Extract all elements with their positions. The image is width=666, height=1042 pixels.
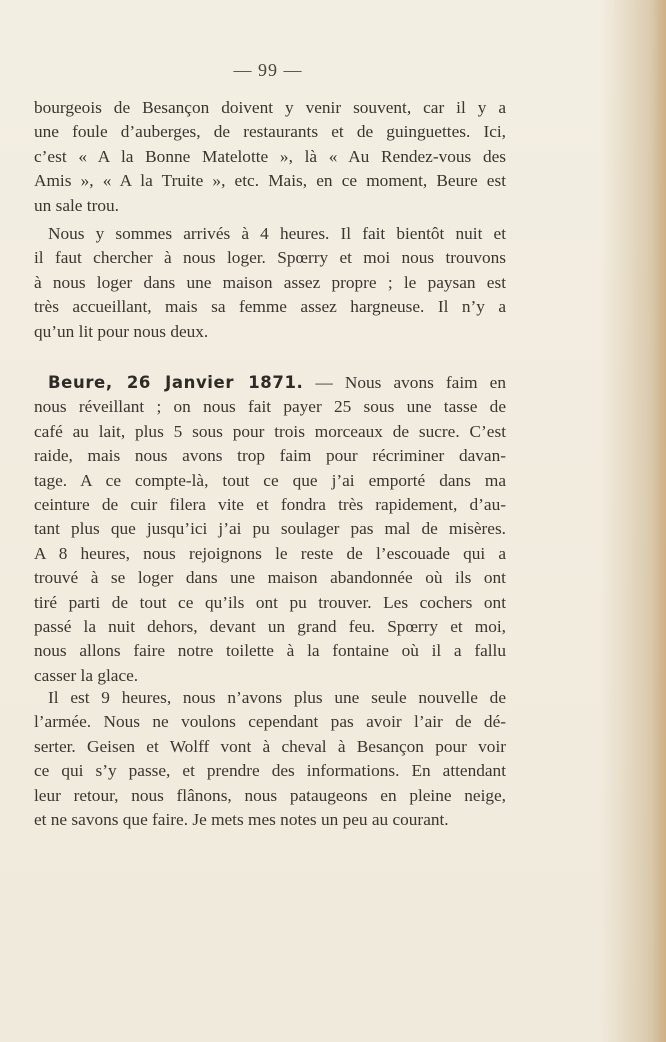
text-line: tant plus que jusqu’ici j’ai pu soulager pas mal de misères.	[34, 519, 506, 539]
text-line: Amis », « A la Truite », etc. Mais, en ce moment, Beure est	[34, 171, 506, 191]
text-line: tiré parti de tout ce qu’ils ont pu trouver. Les cochers ont	[34, 592, 506, 612]
text-line: casser la glace.	[34, 665, 139, 685]
text-line: nous réveillant ; on nous fait payer 25 sous une tasse de	[34, 397, 506, 417]
text-line: qu’un lit pour nous deux.	[34, 321, 209, 341]
text-line: trouvé à se loger dans une maison abandonnée où ils ont	[34, 568, 506, 588]
text-line: il faut chercher à nous loger. Spœrry et moi nous trouvons	[34, 248, 506, 268]
text-line: A 8 heures, nous rejoignons le reste de l’escouade qui a	[34, 543, 506, 563]
page-edge-shadow	[652, 0, 666, 1042]
entry-first-line-rest: — Nous avons faim en	[315, 373, 506, 392]
text-line: un sale trou.	[34, 195, 119, 215]
text-line: café au lait, plus 5 sous pour trois morceaux de sucre. C’est	[34, 421, 506, 441]
text-line: leur retour, nous flânons, nous pataugeons en pleine neige,	[34, 785, 506, 805]
paragraph-2	[34, 222, 506, 344]
text-line: passé la nuit dehors, devant un grand feu. Spœrry et moi,	[34, 616, 506, 636]
entry-date-heading: Beure, 26 Janvier 1871.	[48, 373, 304, 392]
paragraph-4	[34, 686, 506, 832]
text-line: ceinture de cuir filera vite et fondra très rapidement, d’au-	[34, 494, 506, 514]
text-line: Nous y sommes arrivés à 4 heures. Il fait bientôt nuit et	[48, 224, 506, 243]
text-line: une foule d’auberges, de restaurants et de guinguettes. Ici,	[34, 122, 506, 142]
text-line: raide, mais nous avons trop faim pour récriminer davan-	[34, 446, 506, 466]
paragraph-1	[34, 96, 506, 218]
entry-first-line	[34, 371, 506, 395]
text-line: très accueillant, mais sa femme assez hargneuse. Il n’y a	[34, 297, 506, 317]
text-line: et ne savons que faire. Je mets mes notes un peu au courant.	[34, 809, 449, 829]
page-number: — 99 —	[233, 60, 303, 80]
text-line: bourgeois de Besançon doivent y venir souvent, car il y a	[34, 98, 506, 117]
text-line: l’armée. Nous ne voulons cependant pas avoir l’air de dé-	[34, 712, 506, 732]
text-line: c’est « A la Bonne Matelotte », là « Au Rendez-vous des	[34, 146, 506, 166]
diary-entry	[34, 371, 506, 688]
text-line: ce qui s’y passe, et prendre des informations. En attendant	[34, 761, 506, 781]
text-line: serter. Geisen et Wolff vont à cheval à Besançon pour voir	[34, 736, 506, 756]
text-line: à nous loger dans une maison assez propre ; le paysan est	[34, 272, 506, 292]
text-line: Il est 9 heures, nous n’avons plus une seule nouvelle de	[48, 688, 506, 707]
text-line: tage. A ce compte-là, tout ce que j’ai emporté dans ma	[34, 470, 506, 490]
text-line: nous allons faire notre toilette à la fontaine où il a fallu	[34, 641, 506, 661]
